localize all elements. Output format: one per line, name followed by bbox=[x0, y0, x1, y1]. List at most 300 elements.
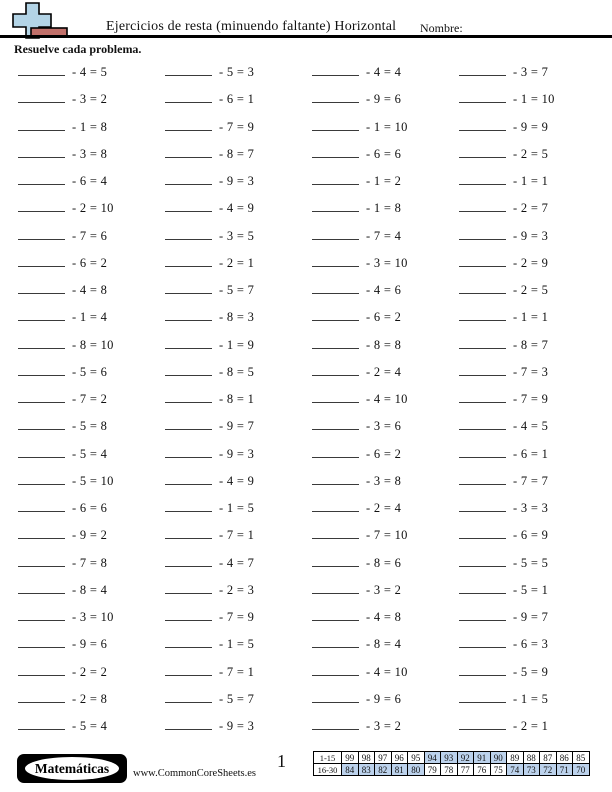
problem bbox=[12, 146, 159, 173]
problem bbox=[159, 364, 306, 391]
problem bbox=[159, 582, 306, 609]
problem bbox=[159, 718, 306, 745]
answer-blank[interactable] bbox=[165, 636, 212, 648]
math-plus-cross-icon bbox=[8, 2, 70, 39]
problem bbox=[453, 200, 600, 227]
problem-text: - 7 = 4 bbox=[366, 228, 402, 243]
answer-blank[interactable] bbox=[18, 527, 65, 539]
answer-blank[interactable] bbox=[312, 718, 359, 730]
answer-blank[interactable] bbox=[18, 391, 65, 403]
problem-text: - 4 = 9 bbox=[219, 201, 255, 216]
answer-blank[interactable] bbox=[165, 173, 212, 185]
answer-blank[interactable] bbox=[165, 718, 212, 730]
answer-blank[interactable] bbox=[459, 500, 506, 512]
problem-text: - 7 = 1 bbox=[219, 664, 255, 679]
score-percent-cell: 84 bbox=[342, 764, 359, 776]
problem bbox=[453, 500, 600, 527]
problem-text: - 8 = 7 bbox=[513, 337, 549, 352]
score-percent-cell: 97 bbox=[375, 752, 392, 764]
problem bbox=[453, 446, 600, 473]
problem bbox=[453, 364, 600, 391]
answer-blank[interactable] bbox=[312, 609, 359, 621]
problem bbox=[453, 146, 600, 173]
problem-text: - 6 = 9 bbox=[513, 528, 549, 543]
problem bbox=[159, 555, 306, 582]
problem-text: - 8 = 4 bbox=[366, 637, 402, 652]
problem bbox=[12, 173, 159, 200]
score-percent-cell: 88 bbox=[523, 752, 540, 764]
answer-blank[interactable] bbox=[18, 446, 65, 458]
subject-badge bbox=[17, 754, 127, 783]
answer-blank[interactable] bbox=[312, 582, 359, 594]
problem-text: - 7 = 2 bbox=[72, 392, 108, 406]
answer-blank[interactable] bbox=[18, 636, 65, 648]
problem bbox=[306, 473, 453, 500]
answer-blank[interactable] bbox=[18, 309, 65, 321]
problem-text: - 1 = 5 bbox=[219, 637, 255, 652]
problem bbox=[306, 718, 453, 745]
problem-text: - 4 = 8 bbox=[72, 283, 108, 297]
problem-text: - 1 = 8 bbox=[72, 119, 108, 134]
problem-text: - 8 = 10 bbox=[72, 337, 114, 352]
instruction-text: Resuelve cada problema. bbox=[14, 42, 142, 56]
score-percent-cell: 91 bbox=[474, 752, 491, 764]
problem-text: - 2 = 8 bbox=[72, 691, 108, 706]
problem-text: - 3 = 5 bbox=[219, 228, 255, 243]
problem bbox=[159, 255, 306, 282]
problem bbox=[159, 119, 306, 146]
problem bbox=[453, 255, 600, 282]
problem bbox=[306, 664, 453, 691]
problem-text: - 4 = 6 bbox=[366, 283, 402, 297]
worksheet-title: Ejercicios de resta (minuendo faltante) Horizontal bbox=[106, 19, 397, 34]
problem bbox=[12, 609, 159, 636]
problem-text: - 3 = 3 bbox=[513, 501, 549, 515]
problem bbox=[159, 337, 306, 364]
answer-blank[interactable] bbox=[18, 119, 65, 131]
problem-text: - 8 = 6 bbox=[366, 555, 402, 570]
problem-text: - 3 = 7 bbox=[513, 65, 549, 79]
answer-blank[interactable] bbox=[459, 418, 506, 430]
answer-blank[interactable] bbox=[165, 255, 212, 267]
answer-blank[interactable] bbox=[459, 228, 506, 240]
answer-blank[interactable] bbox=[165, 91, 212, 103]
answer-blank[interactable] bbox=[18, 691, 65, 703]
answer-blank[interactable] bbox=[165, 609, 212, 621]
answer-blank[interactable] bbox=[165, 582, 212, 594]
answer-blank[interactable] bbox=[459, 119, 506, 131]
answer-blank[interactable] bbox=[18, 91, 65, 103]
problem-text: - 2 = 9 bbox=[513, 255, 549, 270]
problem-text: - 3 = 2 bbox=[72, 92, 108, 107]
answer-blank[interactable] bbox=[459, 146, 506, 158]
problem-text: - 9 = 3 bbox=[219, 446, 255, 461]
problem-text: - 9 = 6 bbox=[72, 637, 108, 652]
problem-text: - 6 = 2 bbox=[366, 310, 402, 325]
answer-blank[interactable] bbox=[459, 364, 506, 376]
answer-blank[interactable] bbox=[18, 364, 65, 376]
problem bbox=[306, 255, 453, 282]
answer-blank[interactable] bbox=[459, 391, 506, 403]
answer-blank[interactable] bbox=[312, 664, 359, 676]
problem bbox=[306, 582, 453, 609]
problem bbox=[453, 527, 600, 554]
problem bbox=[159, 527, 306, 554]
answer-blank[interactable] bbox=[312, 119, 359, 131]
answer-blank[interactable] bbox=[459, 64, 506, 76]
answer-blank[interactable] bbox=[459, 473, 506, 485]
problem-text: - 4 = 5 bbox=[513, 419, 549, 434]
answer-blank[interactable] bbox=[18, 255, 65, 267]
problem-text: - 4 = 4 bbox=[366, 65, 402, 79]
problem bbox=[12, 282, 159, 309]
problem bbox=[159, 200, 306, 227]
answer-blank[interactable] bbox=[165, 282, 212, 294]
problem bbox=[12, 664, 159, 691]
problem bbox=[159, 91, 306, 118]
problem bbox=[12, 446, 159, 473]
problem-text: - 1 = 10 bbox=[513, 92, 555, 107]
problem-text: - 5 = 9 bbox=[513, 664, 549, 679]
problem bbox=[306, 146, 453, 173]
problem-text: - 9 = 7 bbox=[513, 610, 549, 624]
problem bbox=[12, 555, 159, 582]
problem bbox=[453, 337, 600, 364]
problem bbox=[453, 691, 600, 718]
answer-blank[interactable] bbox=[312, 255, 359, 267]
problem bbox=[453, 282, 600, 309]
answer-blank[interactable] bbox=[18, 337, 65, 349]
score-percent-cell: 89 bbox=[507, 752, 524, 764]
answer-blank[interactable] bbox=[165, 337, 212, 349]
problem bbox=[12, 119, 159, 146]
problem bbox=[159, 473, 306, 500]
answer-blank[interactable] bbox=[312, 636, 359, 648]
answer-blank[interactable] bbox=[18, 64, 65, 76]
problem-text: - 7 = 9 bbox=[513, 392, 549, 406]
score-percent-cell: 96 bbox=[391, 752, 408, 764]
answer-blank[interactable] bbox=[459, 691, 506, 703]
problems-grid bbox=[12, 64, 600, 745]
problem-text: - 7 = 6 bbox=[72, 228, 108, 243]
answer-blank[interactable] bbox=[312, 282, 359, 294]
problem bbox=[306, 691, 453, 718]
answer-blank[interactable] bbox=[312, 691, 359, 703]
problem-text: - 7 = 9 bbox=[219, 610, 255, 624]
problem-text: - 4 = 9 bbox=[219, 473, 255, 488]
problem bbox=[453, 391, 600, 418]
problem-text: - 1 = 2 bbox=[366, 174, 402, 188]
answer-blank[interactable] bbox=[165, 527, 212, 539]
problem-text: - 1 = 10 bbox=[366, 119, 408, 134]
subject-badge-label: Matemáticas bbox=[25, 757, 119, 780]
problem bbox=[12, 309, 159, 336]
problem-text: - 2 = 1 bbox=[219, 255, 255, 270]
problem bbox=[12, 228, 159, 255]
answer-blank[interactable] bbox=[312, 446, 359, 458]
problem bbox=[453, 609, 600, 636]
answer-blank[interactable] bbox=[165, 418, 212, 430]
answer-blank[interactable] bbox=[312, 527, 359, 539]
problem-text: - 4 = 8 bbox=[366, 610, 402, 624]
answer-blank[interactable] bbox=[312, 391, 359, 403]
answer-blank[interactable] bbox=[312, 309, 359, 321]
problem-text: - 1 = 9 bbox=[219, 337, 255, 352]
score-percent-cell: 93 bbox=[441, 752, 458, 764]
answer-blank[interactable] bbox=[18, 200, 65, 212]
score-percent-cell: 71 bbox=[556, 764, 573, 776]
answer-blank[interactable] bbox=[459, 636, 506, 648]
answer-blank[interactable] bbox=[165, 446, 212, 458]
problem-text: - 3 = 2 bbox=[366, 582, 402, 597]
answer-blank[interactable] bbox=[18, 555, 65, 567]
score-range-label: 1-15 bbox=[314, 752, 342, 764]
problem-text: - 9 = 3 bbox=[513, 228, 549, 243]
problem-text: - 3 = 2 bbox=[366, 719, 402, 733]
problem-text: - 7 = 1 bbox=[219, 528, 255, 543]
problem-text: - 1 = 5 bbox=[513, 691, 549, 706]
score-percent-cell: 95 bbox=[408, 752, 425, 764]
score-table bbox=[313, 751, 590, 776]
score-table-row bbox=[314, 752, 590, 764]
problem bbox=[159, 173, 306, 200]
problem-text: - 5 = 4 bbox=[72, 446, 108, 461]
problem-text: - 1 = 8 bbox=[366, 201, 402, 216]
score-percent-cell: 86 bbox=[556, 752, 573, 764]
problem bbox=[12, 391, 159, 418]
score-percent-cell: 75 bbox=[490, 764, 507, 776]
problem-text: - 2 = 4 bbox=[366, 501, 402, 515]
answer-blank[interactable] bbox=[459, 255, 506, 267]
problem bbox=[306, 418, 453, 445]
problem bbox=[12, 364, 159, 391]
problem bbox=[306, 391, 453, 418]
problem bbox=[306, 364, 453, 391]
score-percent-cell: 74 bbox=[507, 764, 524, 776]
answer-blank[interactable] bbox=[312, 364, 359, 376]
problem-text: - 6 = 1 bbox=[219, 92, 255, 107]
problem-text: - 2 = 1 bbox=[513, 719, 549, 733]
problem bbox=[306, 337, 453, 364]
problem bbox=[12, 418, 159, 445]
problem bbox=[12, 473, 159, 500]
problem-text: - 7 = 3 bbox=[513, 364, 549, 379]
answer-blank[interactable] bbox=[312, 555, 359, 567]
score-percent-cell: 81 bbox=[391, 764, 408, 776]
answer-blank[interactable] bbox=[165, 119, 212, 131]
problem bbox=[306, 446, 453, 473]
answer-blank[interactable] bbox=[18, 418, 65, 430]
answer-blank[interactable] bbox=[459, 582, 506, 594]
problem bbox=[159, 391, 306, 418]
problem-text: - 7 = 8 bbox=[72, 555, 108, 570]
problem-text: - 9 = 7 bbox=[219, 419, 255, 434]
answer-blank[interactable] bbox=[312, 173, 359, 185]
answer-blank[interactable] bbox=[18, 664, 65, 676]
score-percent-cell: 72 bbox=[540, 764, 557, 776]
website-url[interactable]: www.CommonCoreSheets.es bbox=[133, 768, 256, 779]
answer-blank[interactable] bbox=[312, 146, 359, 158]
problem-text: - 3 = 8 bbox=[72, 146, 108, 161]
problem-text: - 2 = 4 bbox=[366, 364, 402, 379]
problem bbox=[453, 718, 600, 745]
problem-text: - 5 = 8 bbox=[72, 419, 108, 434]
answer-blank[interactable] bbox=[18, 609, 65, 621]
problem bbox=[12, 64, 159, 91]
score-percent-cell: 79 bbox=[424, 764, 441, 776]
problem bbox=[159, 609, 306, 636]
answer-blank[interactable] bbox=[165, 364, 212, 376]
problem-text: - 9 = 6 bbox=[366, 92, 402, 107]
score-percent-cell: 82 bbox=[375, 764, 392, 776]
problem bbox=[453, 173, 600, 200]
answer-blank[interactable] bbox=[18, 146, 65, 158]
answer-blank[interactable] bbox=[165, 228, 212, 240]
problem-text: - 5 = 7 bbox=[219, 691, 255, 706]
problem bbox=[306, 609, 453, 636]
problem-text: - 9 = 9 bbox=[513, 119, 549, 134]
problem-text: - 5 = 6 bbox=[72, 364, 108, 379]
problem-text: - 6 = 6 bbox=[72, 501, 108, 515]
answer-blank[interactable] bbox=[459, 555, 506, 567]
problem bbox=[306, 228, 453, 255]
header-divider bbox=[0, 35, 612, 38]
answer-blank[interactable] bbox=[312, 500, 359, 512]
problem-text: - 6 = 2 bbox=[72, 255, 108, 270]
answer-blank[interactable] bbox=[165, 200, 212, 212]
problem-text: - 2 = 5 bbox=[513, 146, 549, 161]
score-percent-cell: 73 bbox=[523, 764, 540, 776]
score-range-label: 16-30 bbox=[314, 764, 342, 776]
answer-blank[interactable] bbox=[459, 609, 506, 621]
problem bbox=[12, 582, 159, 609]
problem bbox=[453, 636, 600, 663]
answer-blank[interactable] bbox=[312, 418, 359, 430]
score-percent-cell: 99 bbox=[342, 752, 359, 764]
answer-blank[interactable] bbox=[312, 200, 359, 212]
problem-text: - 8 = 7 bbox=[219, 146, 255, 161]
score-percent-cell: 87 bbox=[540, 752, 557, 764]
score-percent-cell: 78 bbox=[441, 764, 458, 776]
answer-blank[interactable] bbox=[165, 473, 212, 485]
answer-blank[interactable] bbox=[459, 282, 506, 294]
score-percent-cell: 70 bbox=[573, 764, 590, 776]
problem bbox=[12, 91, 159, 118]
problem bbox=[453, 582, 600, 609]
answer-blank[interactable] bbox=[165, 691, 212, 703]
name-label: Nombre: bbox=[420, 21, 463, 35]
page-number: 1 bbox=[277, 751, 286, 771]
answer-blank[interactable] bbox=[165, 146, 212, 158]
answer-blank[interactable] bbox=[459, 91, 506, 103]
answer-blank[interactable] bbox=[459, 309, 506, 321]
problem bbox=[306, 527, 453, 554]
problem-text: - 5 = 10 bbox=[72, 473, 114, 488]
problem bbox=[12, 500, 159, 527]
answer-blank[interactable] bbox=[312, 473, 359, 485]
problem-text: - 9 = 3 bbox=[219, 174, 255, 188]
problem bbox=[12, 337, 159, 364]
problem-text: - 3 = 10 bbox=[72, 610, 114, 624]
answer-blank[interactable] bbox=[459, 200, 506, 212]
problem bbox=[306, 309, 453, 336]
problem-text: - 3 = 8 bbox=[366, 473, 402, 488]
problem-text: - 2 = 2 bbox=[72, 664, 108, 679]
answer-blank[interactable] bbox=[18, 473, 65, 485]
answer-blank[interactable] bbox=[459, 173, 506, 185]
answer-blank[interactable] bbox=[459, 718, 506, 730]
problem bbox=[306, 91, 453, 118]
problem bbox=[453, 664, 600, 691]
problem-text: - 8 = 1 bbox=[219, 392, 255, 406]
problem bbox=[159, 664, 306, 691]
answer-blank[interactable] bbox=[165, 64, 212, 76]
problem-text: - 2 = 7 bbox=[513, 201, 549, 216]
problem-text: - 5 = 4 bbox=[72, 719, 108, 733]
answer-blank[interactable] bbox=[18, 500, 65, 512]
problem bbox=[159, 636, 306, 663]
answer-blank[interactable] bbox=[312, 64, 359, 76]
score-percent-cell: 92 bbox=[457, 752, 474, 764]
answer-blank[interactable] bbox=[312, 337, 359, 349]
problem bbox=[306, 119, 453, 146]
answer-blank[interactable] bbox=[165, 309, 212, 321]
problem bbox=[306, 173, 453, 200]
problem bbox=[12, 200, 159, 227]
problem-text: - 8 = 8 bbox=[366, 337, 402, 352]
problem bbox=[159, 228, 306, 255]
answer-blank[interactable] bbox=[18, 282, 65, 294]
score-percent-cell: 94 bbox=[424, 752, 441, 764]
problem-text: - 6 = 1 bbox=[513, 446, 549, 461]
answer-blank[interactable] bbox=[18, 718, 65, 730]
problem-text: - 9 = 6 bbox=[366, 691, 402, 706]
problem-text: - 9 = 3 bbox=[219, 719, 255, 733]
problem bbox=[159, 309, 306, 336]
answer-blank[interactable] bbox=[165, 500, 212, 512]
answer-blank[interactable] bbox=[18, 582, 65, 594]
answer-blank[interactable] bbox=[165, 555, 212, 567]
answer-blank[interactable] bbox=[165, 664, 212, 676]
score-percent-cell: 76 bbox=[474, 764, 491, 776]
problem bbox=[306, 636, 453, 663]
answer-blank[interactable] bbox=[18, 228, 65, 240]
problem bbox=[306, 64, 453, 91]
problem bbox=[12, 636, 159, 663]
answer-blank[interactable] bbox=[165, 391, 212, 403]
problem-text: - 8 = 3 bbox=[219, 310, 255, 325]
answer-blank[interactable] bbox=[18, 173, 65, 185]
problem-text: - 3 = 6 bbox=[366, 419, 402, 434]
answer-blank[interactable] bbox=[459, 527, 506, 539]
problem-text: - 7 = 9 bbox=[219, 119, 255, 134]
problem bbox=[453, 64, 600, 91]
answer-blank[interactable] bbox=[459, 337, 506, 349]
problem-text: - 1 = 1 bbox=[513, 174, 549, 188]
score-percent-cell: 77 bbox=[457, 764, 474, 776]
answer-blank[interactable] bbox=[312, 91, 359, 103]
answer-blank[interactable] bbox=[459, 446, 506, 458]
problem bbox=[453, 119, 600, 146]
problem-text: - 2 = 10 bbox=[72, 201, 114, 216]
problem-text: - 4 = 5 bbox=[72, 65, 108, 79]
problem-text: - 4 = 10 bbox=[366, 664, 408, 679]
answer-blank[interactable] bbox=[312, 228, 359, 240]
problem-text: - 6 = 6 bbox=[366, 146, 402, 161]
score-percent-cell: 98 bbox=[358, 752, 375, 764]
answer-blank[interactable] bbox=[459, 664, 506, 676]
problem bbox=[159, 418, 306, 445]
